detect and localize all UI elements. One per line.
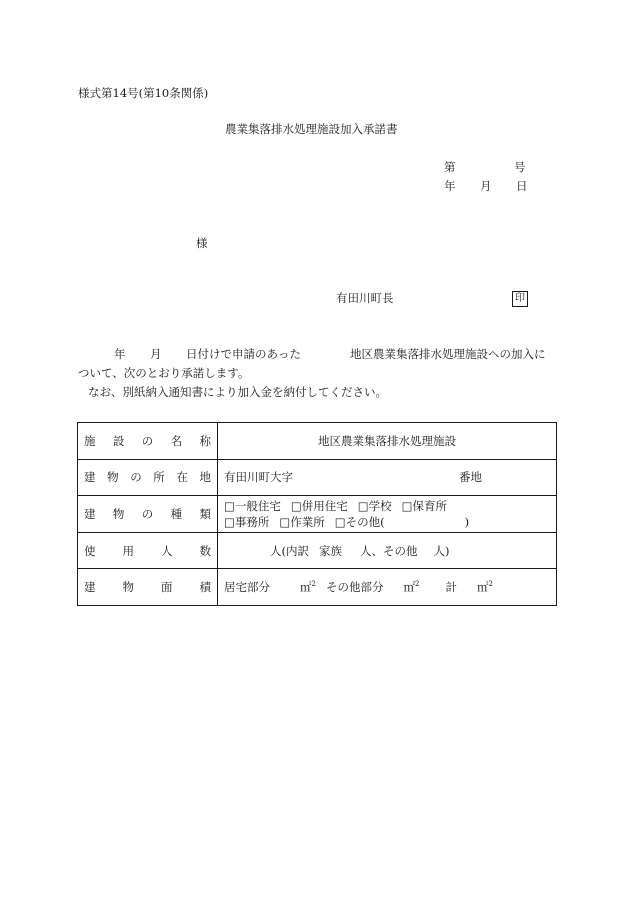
row-label-facility-name: 施 設 の 名 称 bbox=[78, 423, 218, 460]
table-row bbox=[78, 569, 557, 606]
body-month-label: 月 bbox=[150, 347, 162, 361]
doc-number-suffix: 号 bbox=[514, 160, 526, 174]
floor-area-value: 居宅部分 ㎡$^2$ その他部分 ㎡$^2$ 計 ㎡$^2$ bbox=[218, 569, 557, 606]
issuer-name: 有田川町長 bbox=[336, 291, 394, 305]
row-label-floor-area: 建 物 面 積 bbox=[78, 569, 218, 606]
recipient-honorific: 様 bbox=[196, 236, 208, 250]
option-school[interactable]: □学校 bbox=[357, 498, 392, 513]
options-line-1 bbox=[224, 498, 556, 514]
table-row bbox=[78, 532, 557, 569]
option-other[interactable]: □その他( bbox=[334, 514, 385, 529]
body-facility-phrase: 地区農業集落排水処理施設への加入に bbox=[350, 347, 546, 361]
option-nursery[interactable]: □保育所 bbox=[401, 498, 447, 513]
options-line-2 bbox=[224, 514, 556, 530]
body-date-phrase: 日付けで申請のあった bbox=[186, 347, 301, 361]
table-row bbox=[78, 423, 557, 460]
building-location-value bbox=[218, 459, 557, 496]
facility-info-table bbox=[77, 422, 557, 606]
location-suffix: 番地 bbox=[459, 470, 482, 485]
body-year-label: 年 bbox=[114, 347, 126, 361]
table-row bbox=[78, 496, 557, 533]
row-label-occupants: 使 用 人 数 bbox=[78, 532, 218, 569]
date-month-label: 月 bbox=[480, 179, 492, 193]
body-line-3: なお、別紙納入通知書により加入金を納付してください。 bbox=[88, 385, 387, 399]
form-number: 様式第14号(第10条関係) bbox=[78, 86, 209, 100]
facility-name-value: 地区農業集落排水処理施設 bbox=[218, 423, 557, 460]
table-row bbox=[78, 459, 557, 496]
occupants-value: 人(内訳 家族 人、その他 人) bbox=[218, 532, 557, 569]
option-workshop[interactable]: □作業所 bbox=[279, 514, 325, 529]
option-office[interactable]: □事務所 bbox=[224, 514, 270, 529]
body-line-2: ついて、次のとおり承諾します。 bbox=[78, 366, 250, 380]
option-detached-house[interactable]: □一般住宅 bbox=[224, 498, 281, 513]
seal-box: 印 bbox=[512, 291, 528, 307]
location-prefix: 有田川町大字 bbox=[224, 470, 293, 485]
row-label-building-type: 建 物 の 種 類 bbox=[78, 496, 218, 533]
doc-number-prefix: 第 bbox=[444, 160, 456, 174]
option-other-close: ) bbox=[464, 514, 470, 529]
building-type-options bbox=[218, 496, 557, 533]
date-year-label: 年 bbox=[444, 179, 456, 193]
row-label-building-location: 建 物 の 所 在 地 bbox=[78, 459, 218, 496]
option-mixed-use[interactable]: □併用住宅 bbox=[290, 498, 348, 513]
date-day-label: 日 bbox=[516, 179, 528, 193]
document-title: 農業集落排水処理施設加入承諾書 bbox=[225, 122, 398, 136]
